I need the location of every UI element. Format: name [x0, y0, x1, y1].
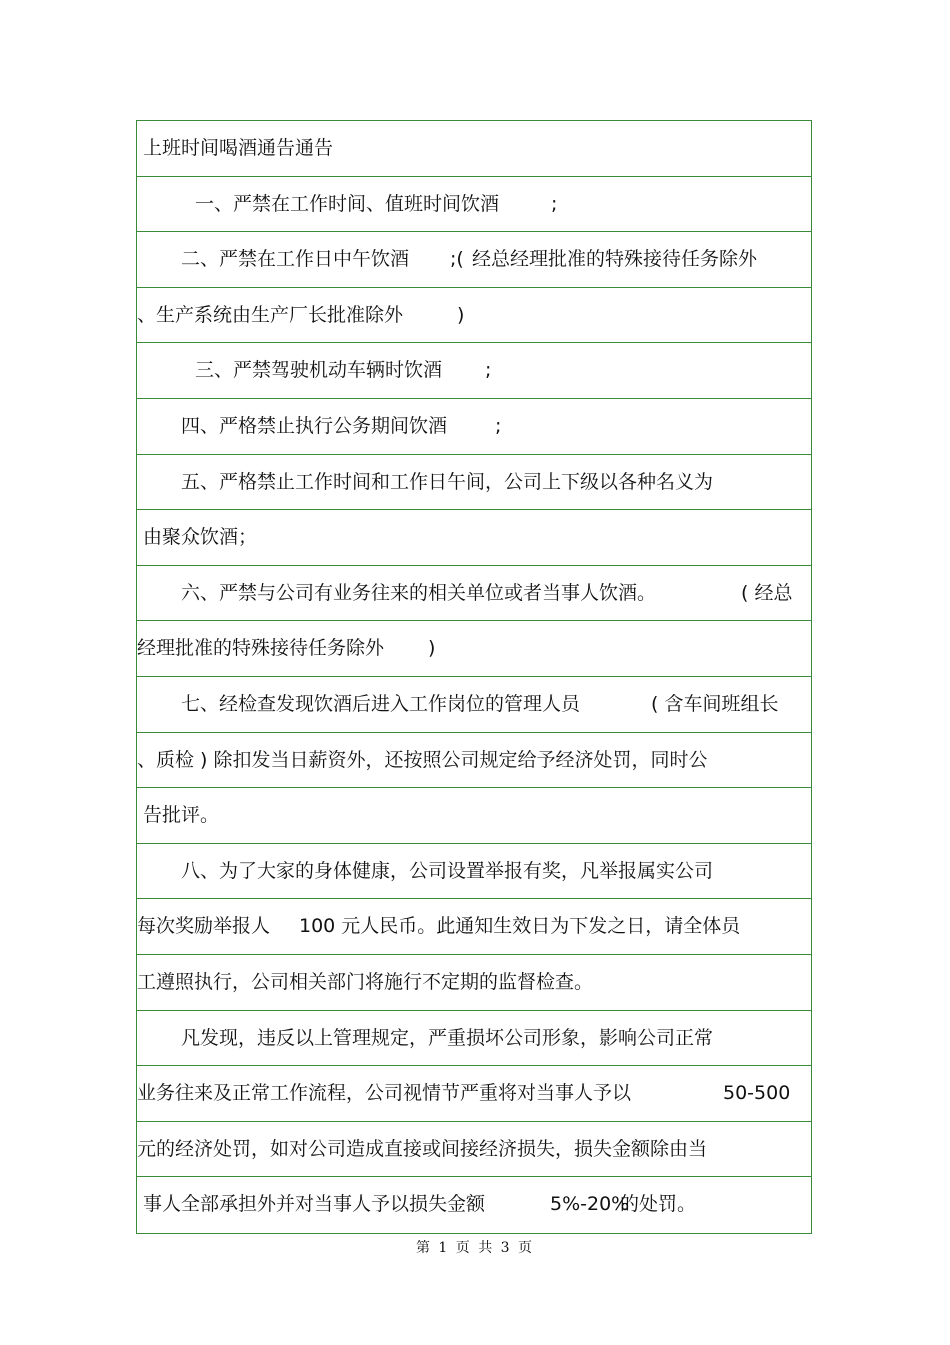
notice-row: [137, 455, 811, 511]
notice-row: [137, 1122, 811, 1178]
row-text: 元的经济处罚，如对公司造成直接或间接经济损失，损失金额除由当: [137, 1137, 708, 1160]
notice-row: [137, 844, 811, 900]
notice-row: [137, 788, 811, 844]
notice-row: [137, 566, 811, 622]
row-text: ;(: [450, 248, 464, 271]
notice-row: [137, 1066, 811, 1122]
notice-row: [137, 177, 811, 233]
row-text: 四、严格禁止执行公务期间饮酒: [181, 414, 448, 437]
notice-row: [137, 232, 811, 288]
row-text: 八、为了大家的身体健康，公司设置举报有奖，凡举报属实公司: [181, 859, 714, 882]
row-text: 工遵照执行，公司相关部门将施行不定期的监督检查。: [137, 970, 594, 993]
row-text: 的处罚。: [620, 1193, 697, 1216]
row-text: 经总经理批准的特殊接待任务除外: [472, 248, 758, 271]
row-text: 、质检 ) 除扣发当日薪资外，还按照公司规定给予经济处罚，同时公: [137, 748, 708, 771]
notice-title-row: [137, 121, 811, 177]
page-footer: 第 1 页 共 3 页: [415, 1240, 535, 1256]
notice-row: [137, 510, 811, 566]
row-text: 经理批准的特殊接待任务除外: [137, 637, 385, 660]
row-text: ( 经总: [741, 581, 793, 604]
row-text: ( 含车间班组长: [651, 692, 779, 715]
row-text: 由聚众饮酒；: [143, 526, 258, 549]
row-text: ;: [485, 359, 492, 382]
notice-row: [137, 733, 811, 789]
row-text: 每次奖励举报人: [137, 915, 271, 938]
notice-row: [137, 1177, 811, 1233]
notice-row: [137, 677, 811, 733]
notice-table: [136, 120, 812, 1234]
notice-row: [137, 621, 811, 677]
row-text: 三、严禁驾驶机动车辆时饮酒: [195, 359, 443, 382]
row-text: 50-500: [723, 1082, 791, 1105]
row-text: 七、经检查发现饮酒后进入工作岗位的管理人员: [181, 692, 581, 715]
row-text: 5%-20%: [550, 1193, 630, 1216]
row-text: 一、严禁在工作时间、值班时间饮酒: [195, 192, 500, 215]
row-text: 六、严禁与公司有业务往来的相关单位或者当事人饮酒。: [181, 581, 657, 604]
notice-row: [137, 899, 811, 955]
row-text: 业务往来及正常工作流程，公司视情节严重将对当事人予以: [137, 1082, 632, 1105]
row-text: ): [428, 637, 436, 660]
notice-row: [137, 288, 811, 344]
notice-row: [137, 1011, 811, 1067]
row-text: ;: [551, 192, 558, 215]
row-text: 、生产系统由生产厂长批准除外: [137, 303, 404, 326]
row-text: 告批评。: [143, 804, 220, 827]
row-text: 二、严禁在工作日中午饮酒: [181, 248, 410, 271]
row-text: ): [457, 303, 465, 326]
notice-title: 上班时间喝酒通告通告: [143, 137, 334, 159]
row-text: 事人全部承担外并对当事人予以损失金额: [143, 1193, 486, 1216]
row-text: 100 元人民币。此通知生效日为下发之日，请全体员: [299, 915, 741, 938]
row-text: 凡发现，违反以上管理规定，严重损坏公司形象，影响公司正常: [181, 1026, 714, 1049]
notice-row: [137, 343, 811, 399]
row-text: 五、严格禁止工作时间和工作日午间，公司上下级以各种名义为: [181, 470, 714, 493]
notice-row: [137, 399, 811, 455]
row-text: ;: [495, 414, 502, 437]
notice-row: [137, 955, 811, 1011]
